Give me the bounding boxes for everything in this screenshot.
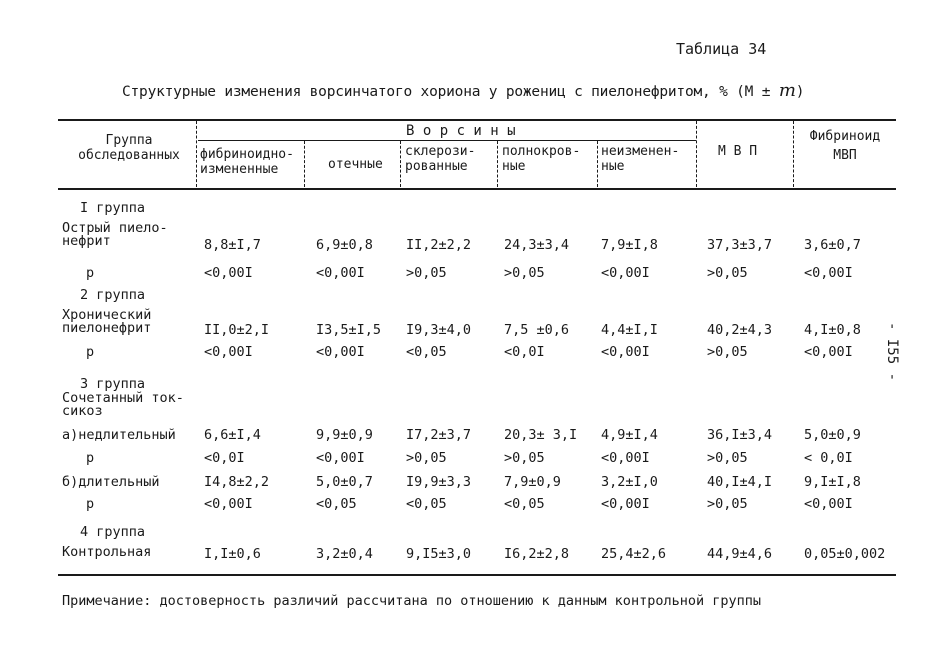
header-unchanged: неизменен- ные [601, 144, 680, 174]
subgroup-label: б)длительный [62, 474, 160, 490]
header-divider [304, 141, 305, 187]
table-cell: < 0,0I [804, 450, 853, 466]
table-cell: <0,05 [316, 496, 357, 512]
table-cell: I7,2±3,7 [406, 427, 472, 443]
table-cell: >0,05 [406, 265, 447, 281]
group-label: Хронический пиелонефрит [62, 307, 152, 336]
header-divider [497, 141, 498, 187]
group-title: 2 группа [80, 287, 146, 303]
group-title: 3 группа [80, 376, 146, 392]
table-cell: <0,0I [504, 344, 545, 360]
table-cell: 7,5 ±0,6 [504, 322, 570, 338]
villi-underline [198, 140, 696, 141]
table-cell: <0,00I [601, 450, 650, 466]
table-cell: <0,00I [316, 450, 365, 466]
title-units: % (М [719, 84, 754, 100]
table-cell: 6,6±I,4 [204, 427, 261, 443]
table-cell: 36,I±3,4 [707, 427, 773, 443]
table-cell: <0,00I [601, 344, 650, 360]
header-divider [793, 121, 794, 187]
table-cell: >0,05 [707, 496, 748, 512]
table-cell: 9,I5±3,0 [406, 546, 472, 562]
table-cell: <0,05 [504, 496, 545, 512]
header-plethoric: полнокров- ные [502, 144, 581, 174]
group-label: Острый пиело- нефрит [62, 220, 168, 249]
table-cell: >0,05 [707, 450, 748, 466]
table-cell: I3,5±I,5 [316, 322, 382, 338]
table-cell: 44,9±4,6 [707, 546, 773, 562]
table-cell: <0,05 [406, 496, 447, 512]
table-cell: >0,05 [504, 450, 545, 466]
table-cell: 4,9±I,4 [601, 427, 658, 443]
table-cell: >0,05 [707, 265, 748, 281]
header-divider [696, 121, 697, 187]
header-group: Группа обследованных [78, 133, 180, 163]
table-title [122, 80, 804, 101]
table-cell: I,I±0,6 [204, 546, 261, 562]
table-cell: II,0±2,I [204, 322, 270, 338]
footnote: Примечание: достоверность различий рассчитана по отношению к данным контрольной группы [62, 593, 761, 609]
subgroup-label: а)недлительный [62, 427, 176, 443]
p-label: р [86, 496, 95, 512]
table-cell: 3,2±0,4 [316, 546, 373, 562]
table-cell: 25,4±2,6 [601, 546, 667, 562]
table-cell: 7,9±I,8 [601, 237, 658, 253]
header-sclerosed: склерози- рованные [405, 144, 476, 174]
top-rule [58, 119, 896, 121]
header-divider [196, 121, 197, 187]
table-cell: 6,9±0,8 [316, 237, 373, 253]
table-cell: >0,05 [406, 450, 447, 466]
table-cell: 40,I±4,I [707, 474, 773, 490]
header-fibrinoid-changed: фибриноидно- измененные [200, 147, 294, 177]
table-cell: 8,8±I,7 [204, 237, 261, 253]
group-title: I группа [80, 200, 146, 216]
title-text: Структурные изменения ворсинчатого хориона у рожениц с пиелонефритом, [122, 84, 711, 100]
table-cell: >0,05 [707, 344, 748, 360]
p-label: р [86, 450, 95, 466]
table-cell: 3,2±I,0 [601, 474, 658, 490]
table-cell: 5,0±0,7 [316, 474, 373, 490]
table-cell: I4,8±2,2 [204, 474, 270, 490]
page-number: - I55 - [884, 322, 900, 382]
title-m: m [778, 80, 796, 101]
header-mvp: М В П [718, 144, 758, 159]
group-label: Сочетанный ток- сикоз [62, 390, 184, 419]
table-cell: <0,00I [804, 344, 853, 360]
p-label: р [86, 265, 95, 281]
table-cell: <0,00I [204, 344, 253, 360]
table-cell: I9,3±4,0 [406, 322, 472, 338]
table-cell: <0,00I [804, 496, 853, 512]
table-cell: <0,0I [204, 450, 245, 466]
table-cell: 4,4±I,I [601, 322, 658, 338]
table-cell: 0,05±0,002 [804, 546, 886, 562]
p-label: р [86, 344, 95, 360]
table-cell: <0,00I [316, 265, 365, 281]
header-divider [400, 141, 401, 187]
table-cell: 9,9±0,9 [316, 427, 373, 443]
table-cell: <0,00I [804, 265, 853, 281]
table-cell: 20,3± 3,I [504, 427, 578, 443]
bottom-rule [58, 574, 896, 576]
header-bottom-rule [58, 188, 896, 190]
table-cell: II,2±2,2 [406, 237, 472, 253]
title-close: ) [795, 84, 805, 100]
group-label: Контрольная [62, 544, 152, 560]
header-divider [597, 141, 598, 187]
table-cell: 9,I±I,8 [804, 474, 861, 490]
table-cell: 37,3±3,7 [707, 237, 773, 253]
table-cell: >0,05 [504, 265, 545, 281]
table-cell: <0,00I [204, 496, 253, 512]
table-cell: 40,2±4,3 [707, 322, 773, 338]
title-pm: ± [761, 84, 771, 100]
table-cell: <0,00I [204, 265, 253, 281]
table-cell: 24,3±3,4 [504, 237, 570, 253]
table-cell: 4,I±0,8 [804, 322, 861, 338]
table-cell: I9,9±3,3 [406, 474, 472, 490]
header-edematous: отечные [328, 157, 383, 172]
table-cell: 3,6±0,7 [804, 237, 861, 253]
table-cell: <0,00I [316, 344, 365, 360]
table-cell: 5,0±0,9 [804, 427, 861, 443]
table-cell: <0,00I [601, 265, 650, 281]
table-cell: I6,2±2,8 [504, 546, 570, 562]
group-title: 4 группа [80, 524, 146, 540]
table-cell: <0,00I [601, 496, 650, 512]
table-cell: 7,9±0,9 [504, 474, 561, 490]
table-number: Таблица 34 [676, 40, 767, 58]
header-fibrinoid-mvp: Фибриноид МВП [809, 129, 881, 163]
header-villi: В о р с и н ы [406, 123, 516, 139]
table-cell: <0,05 [406, 344, 447, 360]
